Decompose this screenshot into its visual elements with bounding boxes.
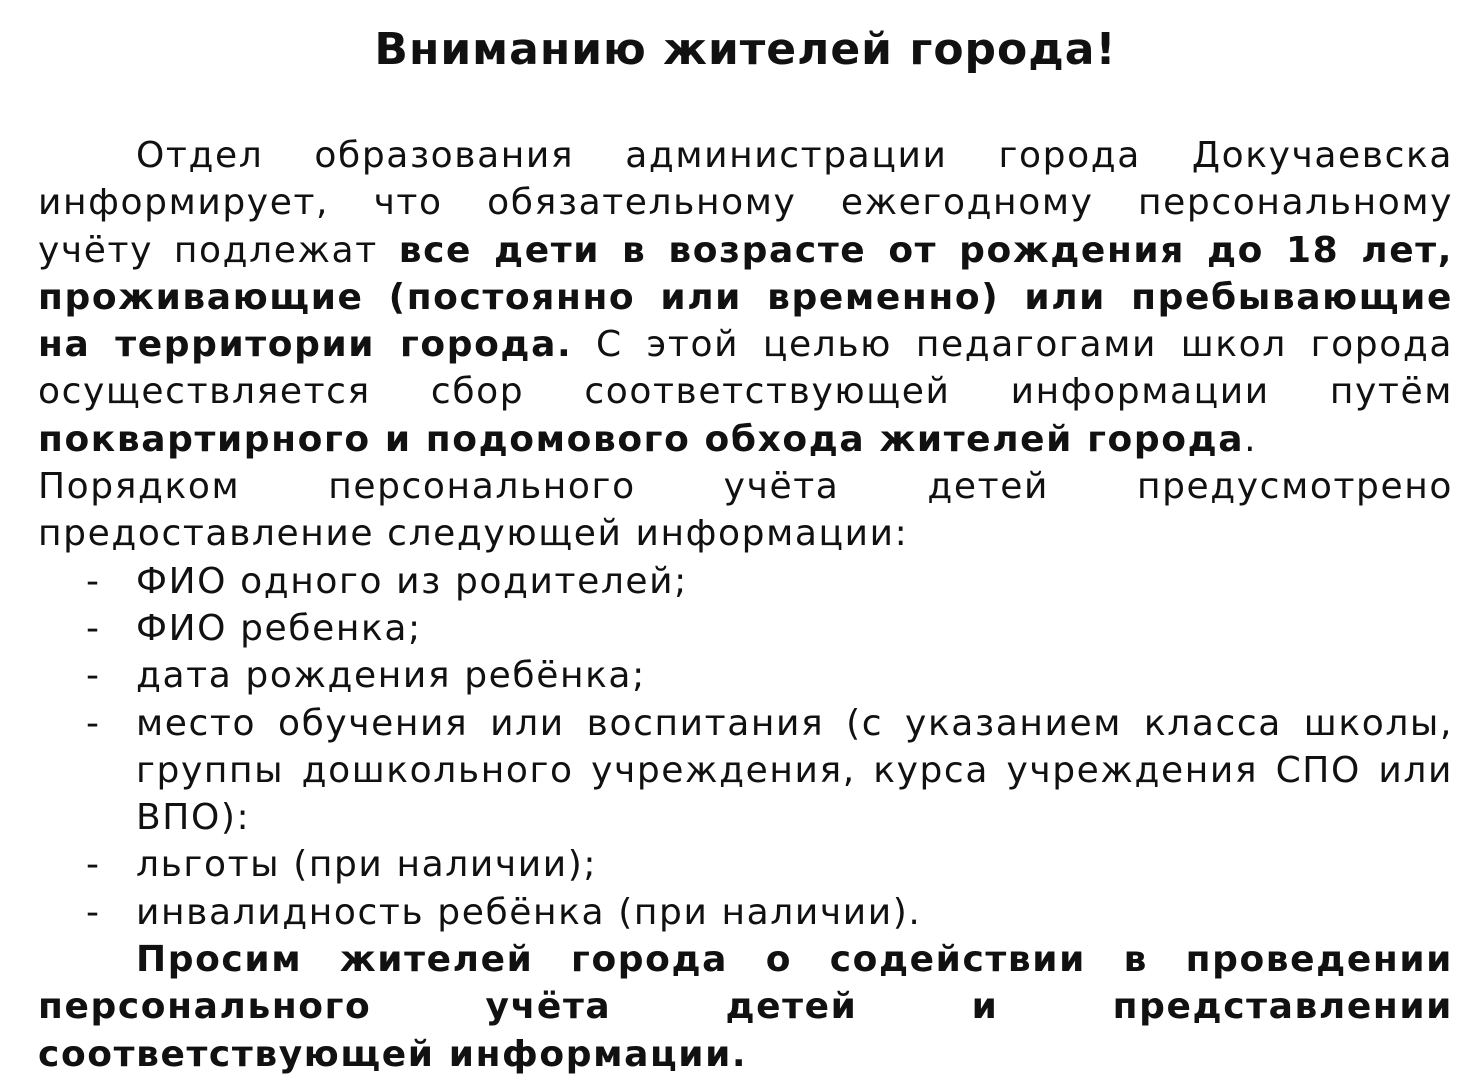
list-item-text: инвалидность ребёнка (при наличии). — [136, 891, 922, 933]
page-title: Вниманию жителей города! — [374, 24, 1117, 75]
list-dash: - — [86, 655, 101, 697]
list-item — [38, 605, 1453, 652]
intro-bold-children: все дети в возрасте от рождения до 18 лет, проживающие (постоянно или временно) или пребывающие на территории города. — [38, 229, 1453, 366]
list-item — [38, 558, 1453, 605]
list-dash: - — [86, 844, 101, 886]
list-item — [38, 889, 1453, 936]
list-item — [38, 841, 1453, 888]
intro-text-2: С этой целью педагогами школ города осуществляется сбор соответствующей информации путём — [38, 324, 1454, 413]
list-item — [38, 652, 1453, 699]
notice-page — [38, 18, 1453, 1078]
info-list — [38, 558, 1453, 936]
list-item-text: ФИО ребенка; — [136, 607, 422, 649]
order-paragraph: Порядком персонального учёта детей предусмотрено предоставление следующей информации: — [38, 466, 1453, 555]
list-item-text: место обучения или воспитания (с указанием класса школы, группы дошкольного учреждения, курса учреждения СПО или ВПО): — [136, 702, 1453, 839]
list-dash: - — [86, 607, 101, 649]
list-dash: - — [86, 702, 101, 744]
list-dash: - — [86, 891, 101, 933]
list-item — [38, 700, 1453, 842]
intro-text-3: . — [1244, 418, 1258, 460]
intro-bold-survey: поквартирного и подомового обхода жителей города — [38, 418, 1245, 460]
list-item-text: льготы (при наличии); — [136, 844, 598, 886]
intro-paragraph — [38, 132, 1453, 463]
list-item-text: ФИО одного из родителей; — [136, 560, 688, 602]
list-dash: - — [86, 560, 101, 602]
intro-text-1: Отдел образования администрации города Докучаевска информирует, что обязательному ежегодному персональному учёту подлежат — [38, 135, 1453, 271]
list-item-text: дата рождения ребёнка; — [136, 655, 646, 697]
closing-paragraph: Просим жителей города о содействии в проведении персонального учёта детей и представлении соответствующей информации. — [38, 939, 1453, 1075]
